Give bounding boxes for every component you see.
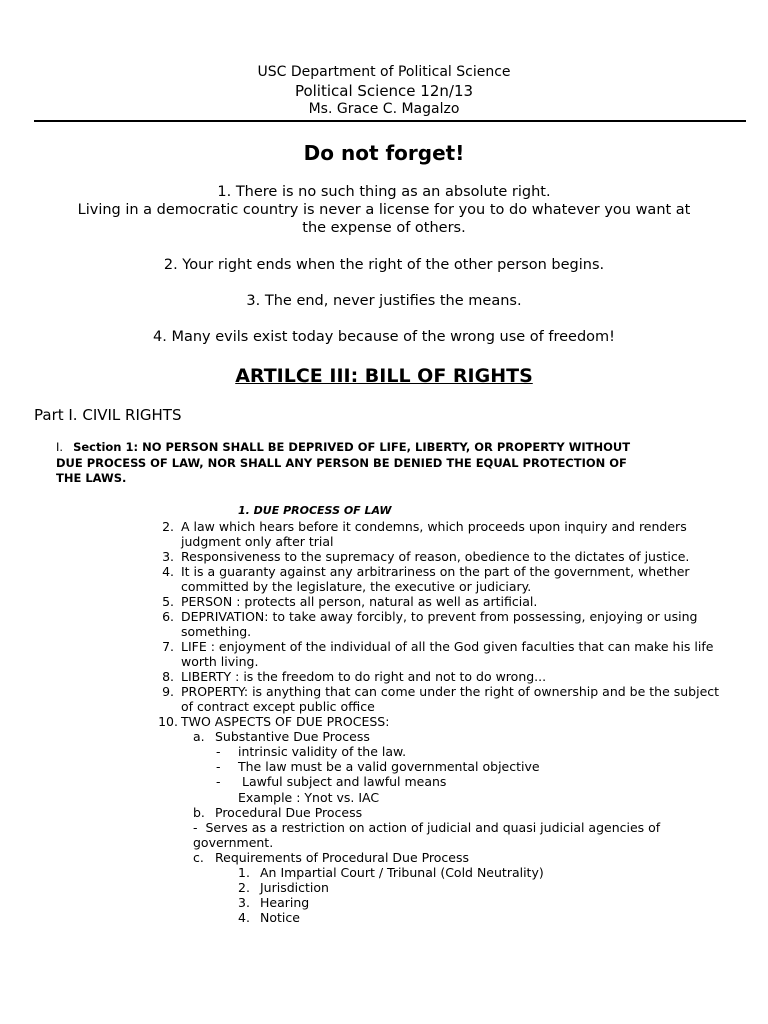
reminder-1-line-3: the expense of others. <box>302 220 466 236</box>
requirement-number: 3. <box>238 895 250 910</box>
requirement-number: 4. <box>238 910 250 925</box>
dash-bullet: - <box>216 759 221 774</box>
sub-item: Requirements of Procedural Due Process <box>215 850 470 865</box>
list-item-number: 4. <box>162 564 174 579</box>
list-item: something. <box>181 624 252 639</box>
requirement-number: 2. <box>238 880 250 895</box>
list-item: LIBERTY : is the freedom to do right and not to do wrong... <box>181 669 547 684</box>
list-item: PROPERTY: is anything that can come under the right of ownership and be the subject <box>181 684 720 699</box>
part-heading: Part I. CIVIL RIGHTS <box>34 406 182 424</box>
reminder-4: 4. Many evils exist today because of the wrong use of freedom! <box>153 329 615 345</box>
list-item: A law which hears before it condemns, which proceeds upon inquiry and renders <box>181 519 687 534</box>
department-name: USC Department of Political Science <box>257 64 511 80</box>
list-item: TWO ASPECTS OF DUE PROCESS: <box>181 714 390 729</box>
list-item-number: 9. <box>162 684 174 699</box>
list-item-number: 10. <box>158 714 178 729</box>
list-item: committed by the legislature, the executive or judiciary. <box>181 579 532 594</box>
header-divider <box>34 120 746 122</box>
due-process-heading: 1. DUE PROCESS OF LAW <box>238 504 392 517</box>
list-item: PERSON : protects all person, natural as well as artificial. <box>181 594 538 609</box>
sub-item-letter: c. <box>193 850 204 865</box>
reminder-1-line-2: Living in a democratic country is never a license for you to do whatever you want at <box>77 202 691 218</box>
section-1-text: Section 1: NO PERSON SHALL BE DEPRIVED OF LIFE, LIBERTY, OR PROPERTY WITHOUT <box>73 440 631 454</box>
list-item-number: 8. <box>162 669 174 684</box>
requirement-item: Jurisdiction <box>260 880 329 895</box>
list-item-number: 6. <box>162 609 174 624</box>
bullet-item: intrinsic validity of the law. <box>238 744 407 759</box>
list-item: judgment only after trial <box>181 534 334 549</box>
requirement-item: An Impartial Court / Tribunal (Cold Neutrality) <box>260 865 544 880</box>
reminder-1-line-1: 1. There is no such thing as an absolute right. <box>217 184 551 200</box>
list-item-number: 3. <box>162 549 174 564</box>
requirement-item: Notice <box>260 910 300 925</box>
dash-bullet: - <box>216 744 221 759</box>
list-item-number: 7. <box>162 639 174 654</box>
requirement-item: Hearing <box>260 895 310 910</box>
list-item: LIFE : enjoyment of the individual of all the God given faculties that can make his life <box>181 639 714 654</box>
list-item: worth living. <box>181 654 259 669</box>
bullet-item: Lawful subject and lawful means <box>238 774 447 789</box>
section-number: I. <box>56 440 64 454</box>
procedural-description: - Serves as a restriction on action of judicial and quasi judicial agencies of <box>193 820 661 835</box>
list-item-number: 5. <box>162 594 174 609</box>
section-1-line-3: THE LAWS. <box>56 471 127 485</box>
section-1-line-2: DUE PROCESS OF LAW, NOR SHALL ANY PERSON BE DENIED THE EQUAL PROTECTION OF <box>56 456 627 470</box>
reminder-3: 3. The end, never justifies the means. <box>246 293 522 309</box>
course-title: Political Science 12n/13 <box>294 82 474 100</box>
section-1-line-1 <box>56 440 756 456</box>
example-text: Example : Ynot vs. IAC <box>238 790 380 805</box>
sub-item: Substantive Due Process <box>215 729 370 744</box>
instructor-name: Ms. Grace C. Magalzo <box>308 101 460 117</box>
sub-item-letter: a. <box>193 729 205 744</box>
list-item-number: 2. <box>162 519 174 534</box>
procedural-description: government. <box>193 835 274 850</box>
requirement-number: 1. <box>238 865 250 880</box>
reminders-title: Do not forget! <box>303 141 465 165</box>
article-title: ARTILCE III: BILL OF RIGHTS <box>235 365 533 387</box>
reminder-2: 2. Your right ends when the right of the other person begins. <box>163 257 605 273</box>
sub-item-letter: b. <box>193 805 205 820</box>
list-item: Responsiveness to the supremacy of reason, obedience to the dictates of justice. <box>181 549 690 564</box>
list-item: of contract except public office <box>181 699 375 714</box>
sub-item: Procedural Due Process <box>215 805 363 820</box>
list-item: DEPRIVATION: to take away forcibly, to prevent from possessing, enjoying or using <box>181 609 698 624</box>
list-item: It is a guaranty against any arbitrariness on the part of the government, whether <box>181 564 690 579</box>
bullet-item: The law must be a valid governmental objective <box>238 759 540 774</box>
dash-bullet: - <box>216 774 221 789</box>
